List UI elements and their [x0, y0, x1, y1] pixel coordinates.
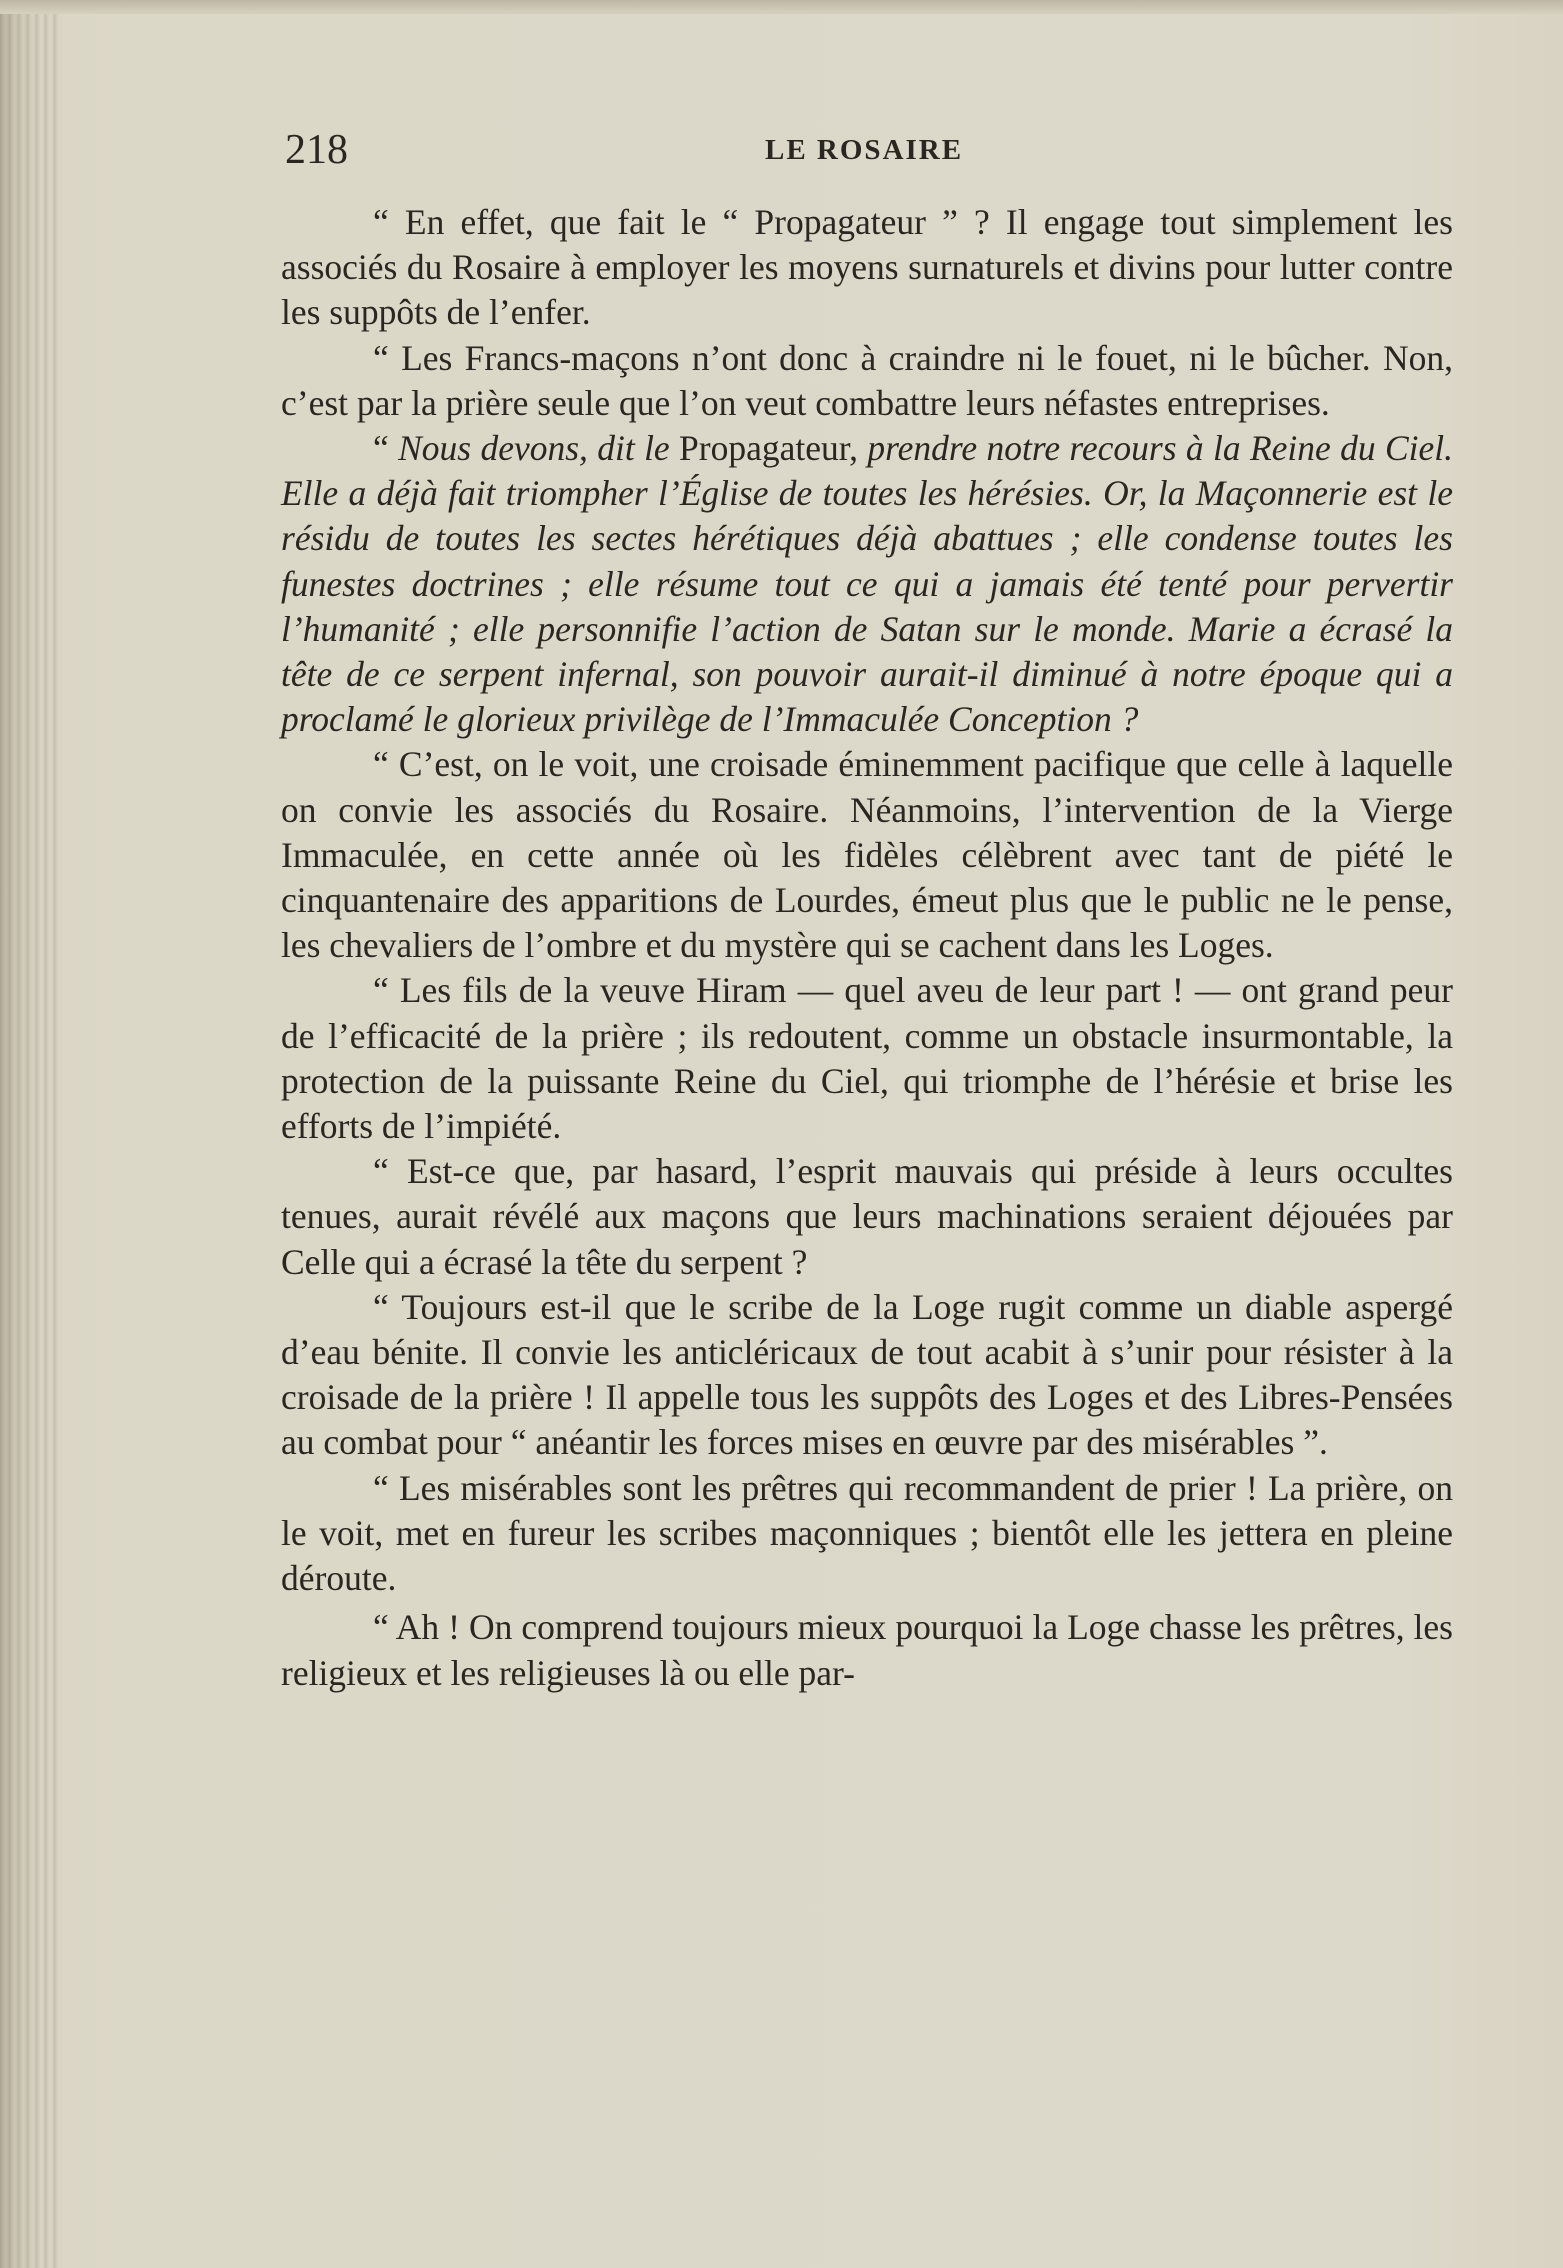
page-top-edge — [0, 0, 1563, 14]
paragraph: “ C’est, on le voit, une croisade éminemment pacifique que celle à laquelle on convie les associés du Rosaire. Néanmoins, l’intervention de la Vierge Immaculée, en cette année où les fidèles célèbrent avec tant de piété le cinquantenaire des apparitions de Lourdes, émeut plus que le public ne le pense, les chevaliers de l’ombre et du mystère qui se cachent dans les Loges. — [281, 744, 1453, 966]
running-title: LE ROSAIRE — [765, 134, 964, 166]
paragraph: “ Les fils de la veuve Hiram — quel aveu de leur part ! — ont grand peur de l’efficacité de la prière ; ils redoutent, comme un obstacle insurmontable, la protection de la puissante Reine du Ciel, qui triomphe de l’hérésie et brise les efforts de l’impiété. — [281, 970, 1453, 1147]
paragraph-quotation: “ Nous devons, dit le Propagateur, prendre notre recours à la Reine du Ciel. Elle a déjà fait triompher l’Église de toutes les hérésies. Or, la Maçonnerie est le résidu de toutes les sectes hérétiques déjà abattues ; elle condense toutes les funestes doctrines ; elle résume tout ce qui a jamais été tenté pour pervertir l’humanité ; elle personnifie l’action de Satan sur le monde. Marie a écrasé la tête de ce serpent infernal, son pouvoir aurait-il diminué à notre époque qui a proclamé le glorieux privilège de l’Immaculée Conception ? — [281, 428, 1453, 740]
page-binding-edge — [0, 0, 60, 2268]
running-header — [285, 120, 1450, 180]
paragraph: “ Est-ce que, par hasard, l’esprit mauvais qui préside à leurs occultes tenues, aurait révélé aux maçons que leurs machinations seraient déjouées par Celle qui a écrasé la tête du serpent ? — [281, 1151, 1453, 1282]
paragraph: “ Les Francs-maçons n’ont donc à craindre ni le fouet, ni le bûcher. Non, c’est par la prière seule que l’on veut combattre leurs néfastes entreprises. — [281, 337, 1453, 423]
paragraph: “ Toujours est-il que le scribe de la Loge rugit comme un diable aspergé d’eau bénite. Il convie les anticléricaux de tout acabit à s’unir pour résister à la croisade de la prière ! Il appelle tous les suppôts des Loges et des Libres-Pensées au combat pour “ anéantir les forces mises en œuvre par des misérables ”. — [281, 1286, 1453, 1463]
paragraph: “ Les misérables sont les prêtres qui recommandent de prier ! La prière, on le voit, met en fureur les scribes maçonniques ; bientôt elle les jettera en pleine déroute. — [281, 1467, 1453, 1599]
paragraph: “ En effet, que fait le “ Propagateur ” ? Il engage tout simplement les associés du Rosaire à employer les moyens surnaturels et divins pour lutter contre les suppôts de l’enfer. — [281, 202, 1453, 333]
paragraph: “ Ah ! On comprend toujours mieux pourquoi la Loge chasse les prêtres, les religieux et les religieuses là ou elle par- — [281, 1607, 1453, 1693]
page-number: 218 — [285, 127, 348, 173]
body-text — [281, 200, 1453, 1696]
